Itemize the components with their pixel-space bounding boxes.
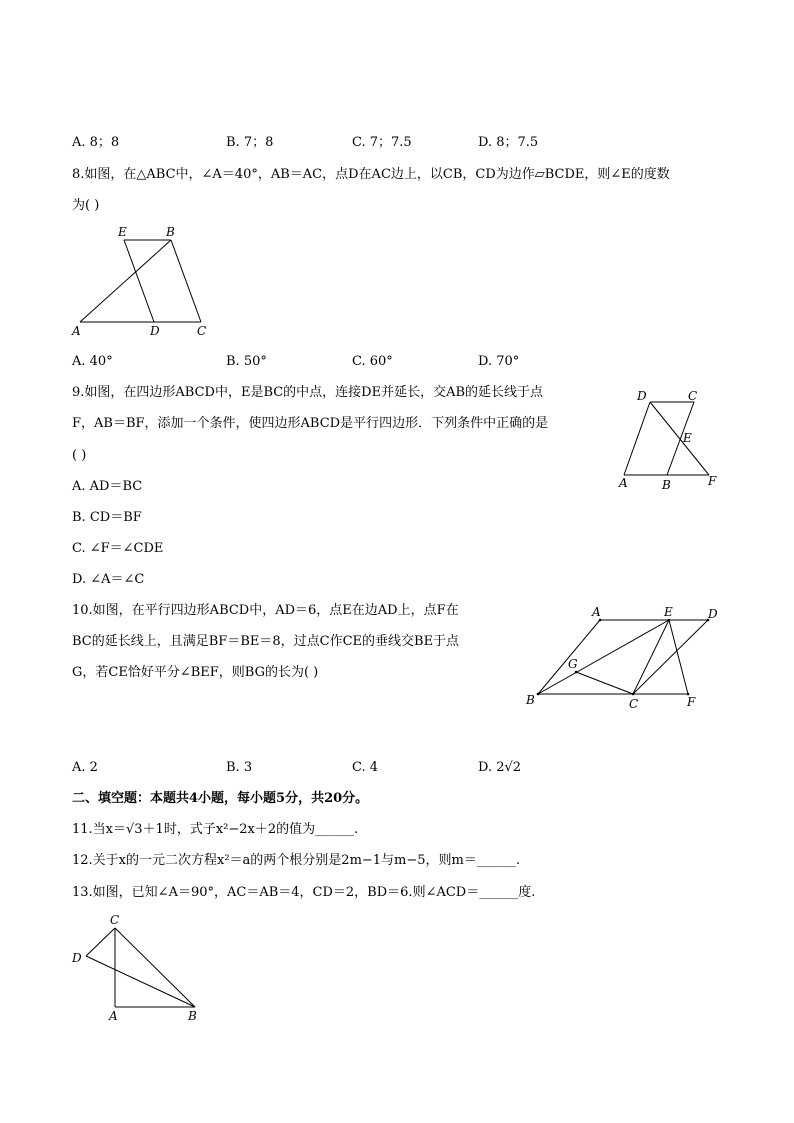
q9-option-a: A. AD＝BC <box>72 479 143 494</box>
q10-label-d: D <box>708 607 718 621</box>
q13-label-b: B <box>188 1009 197 1023</box>
q10-question-line3: G，若CE恰好平分∠BEF，则BG的长为( ) <box>72 665 319 680</box>
q10-label-a: A <box>592 605 601 619</box>
q9-label-c: C <box>688 389 698 403</box>
q8-question-line2: 为( ) <box>72 198 100 213</box>
q8-question-line1: 8.如图，在△ABC中，∠A＝40°，AB＝AC，点D在AC边上，以CB，CD为边作▱BCDE，则∠E的度数 <box>72 167 670 182</box>
q9-question-line2: F，AB＝BF，添加一个条件，使四边形ABCD是平行四边形．下列条件中正确的是 <box>72 416 549 431</box>
q10-option-c: C. 4 <box>352 760 379 775</box>
q8-label-c: C <box>197 324 207 338</box>
q9-option-d: D. ∠A＝∠C <box>72 572 145 587</box>
q10-label-g: G <box>568 657 578 671</box>
q9-question-line3: ( ) <box>72 448 87 463</box>
q9-label-a: A <box>619 476 628 490</box>
q10-label-c: C <box>629 697 639 711</box>
q10-question-line1: 10.如图，在平行四边形ABCD中，AD＝6，点E在边AD上，点F在 <box>72 603 459 618</box>
q9-label-e: E <box>683 431 692 445</box>
q9-figure <box>612 385 727 491</box>
q13-label-d: D <box>72 951 82 965</box>
q10-label-f: F <box>687 695 696 709</box>
q9-label-b: B <box>662 478 671 491</box>
q8-option-b: B. 50° <box>226 354 267 369</box>
q9-question-line1: 9.如图，在四边形ABCD中，E是BC的中点，连接DE并延长，交AB的延长线于点 <box>72 385 544 400</box>
q10-option-d: D. 2√2 <box>478 760 522 775</box>
q9-label-f: F <box>708 474 717 488</box>
q9-label-d: D <box>637 389 647 403</box>
q10-label-b: B <box>526 693 535 707</box>
q11-question: 11.当x＝√3＋1时，式子x²−2x＋2的值为______. <box>72 822 359 837</box>
q10-label-e: E <box>664 605 673 619</box>
q7-option-b: B. 7；8 <box>226 135 274 150</box>
q10-figure <box>520 602 725 712</box>
q10-option-a: A. 2 <box>72 760 98 775</box>
q10-option-b: B. 3 <box>226 760 253 775</box>
q8-option-c: C. 60° <box>352 354 393 369</box>
q13-figure <box>66 912 216 1027</box>
q10-question-line2: BC的延长线上，且满足BF＝BE＝8，过点C作CE的垂线交BE于点 <box>72 634 460 649</box>
q8-label-d: D <box>150 324 160 338</box>
q12-question: 12.关于x的一元二次方程x²＝a的两个根分别是2m−1与m−5，则m＝______. <box>72 853 521 868</box>
q7-option-a: A. 8；8 <box>72 135 120 150</box>
q8-figure <box>68 222 218 344</box>
q13-question: 13.如图，已知∠A＝90°，AC＝AB＝4，CD＝2，BD＝6.则∠ACD＝______度. <box>72 885 536 900</box>
q8-label-a: A <box>72 324 81 338</box>
section-2-title: 二、填空题：本题共4小题，每小题5分，共20分。 <box>72 791 369 806</box>
q8-label-b: B <box>166 225 175 239</box>
q8-option-d: D. 70° <box>478 354 520 369</box>
q13-label-a: A <box>109 1009 118 1023</box>
q7-option-d: D. 8；7.5 <box>478 135 539 150</box>
q9-option-b: B. CD＝BF <box>72 510 142 525</box>
q13-label-c: C <box>110 913 120 927</box>
q8-label-e: E <box>118 225 127 239</box>
q8-option-a: A. 40° <box>72 354 113 369</box>
q7-option-c: C. 7；7.5 <box>352 135 412 150</box>
q9-option-c: C. ∠F＝∠CDE <box>72 541 164 556</box>
